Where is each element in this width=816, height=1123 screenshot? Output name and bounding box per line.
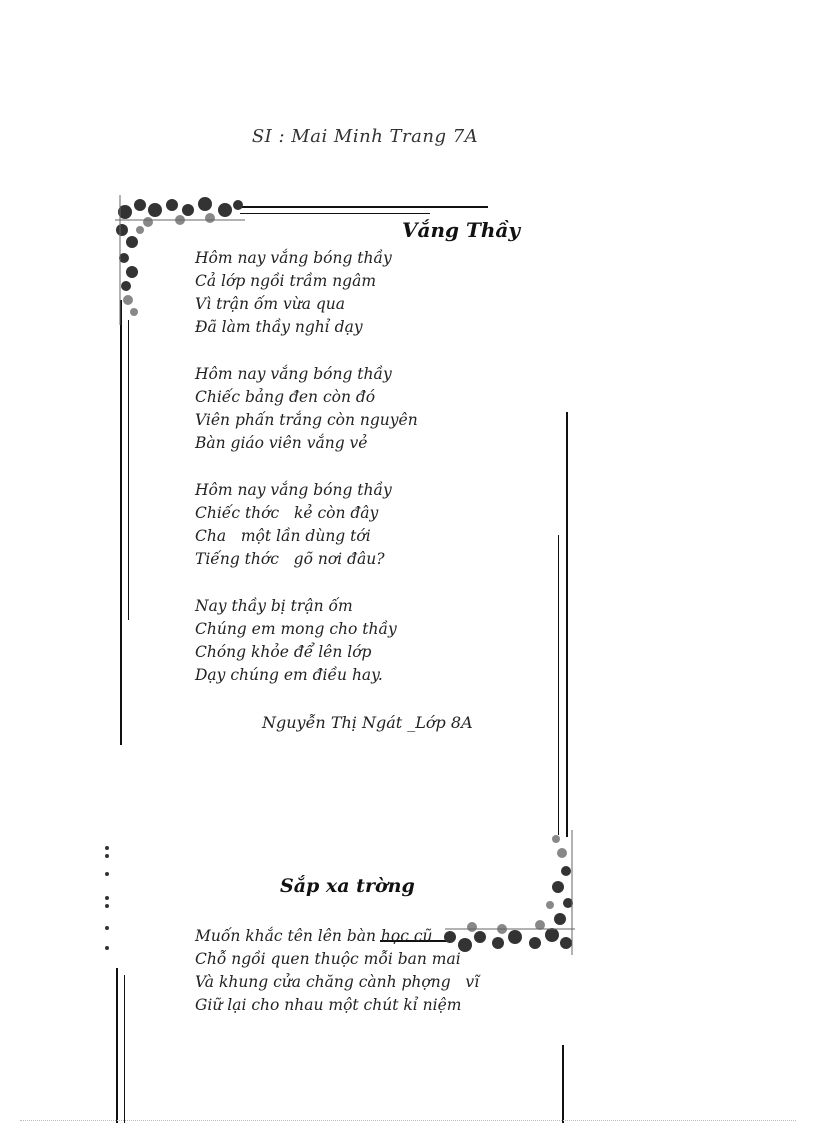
poem-author: Nguyễn Thị Ngát _Lớp 8A	[262, 713, 473, 732]
poem-line: Nay thầy bị trận ốm	[195, 597, 353, 615]
frame-right-line-inner	[558, 535, 559, 835]
poem-line: Cha một lần dùng tới	[195, 527, 371, 545]
frame-left-line-inner	[128, 320, 129, 620]
poem-line: Hôm nay vắng bóng thầy	[195, 365, 392, 383]
poem-stanza	[195, 247, 392, 339]
page-header: SI : Mai Minh Trang 7A	[251, 126, 479, 147]
poem-line: Hôm nay vắng bóng thầy	[195, 249, 392, 267]
page-bottom-divider	[20, 1120, 796, 1121]
frame-right-line	[566, 412, 568, 837]
poem-stanza	[195, 479, 392, 571]
poem-line: Chiếc thớc kẻ còn đây	[195, 504, 379, 522]
poem-stanza	[195, 363, 418, 455]
poem-line: Chóng khỏe để lên lớp	[195, 643, 372, 661]
poem-title: Vắng Thầy	[402, 218, 520, 242]
poem-line: Hôm nay vắng bóng thầy	[195, 481, 392, 499]
frame2-right-line	[562, 1045, 564, 1123]
poem-line: Vì trận ốm vừa qua	[195, 295, 346, 313]
side-ornament-mark-icon	[100, 840, 114, 960]
frame2-left-line-inner	[124, 975, 125, 1123]
poem-line: Muốn khắc tên lên bàn học cũ	[195, 927, 433, 945]
poem-line: Viên phấn trắng còn nguyên	[195, 411, 418, 429]
poem-line: Dạy chúng em điều hay.	[195, 666, 383, 684]
poem-line: Chiếc bảng đen còn đó	[195, 388, 376, 406]
poem-line: Bàn giáo viên vắng vẻ	[195, 434, 368, 452]
poem-line: Chúng em mong cho thầy	[195, 620, 397, 638]
poem-line: Tiếng thớc gõ nơi đâu?	[195, 550, 385, 568]
frame-top-line	[240, 206, 488, 208]
frame-left-line	[120, 300, 122, 745]
poem-line: Chỗ ngồi quen thuộc mỗi ban mai	[195, 950, 461, 968]
frame-top-line-inner	[240, 213, 430, 214]
poem-line: Giữ lại cho nhau một chút kỉ niệm	[195, 996, 462, 1014]
poem-stanza	[195, 595, 397, 687]
poem-line: Cả lớp ngồi trầm ngâm	[195, 272, 377, 290]
frame2-left-line	[116, 968, 118, 1123]
poem-stanza	[195, 925, 479, 1017]
poem-line: Đã làm thầy nghỉ dạy	[195, 318, 363, 336]
poem-title: Sắp xa trờng	[280, 875, 415, 897]
poem-line: Và khung cửa chăng cành phợng vĩ	[195, 973, 480, 991]
